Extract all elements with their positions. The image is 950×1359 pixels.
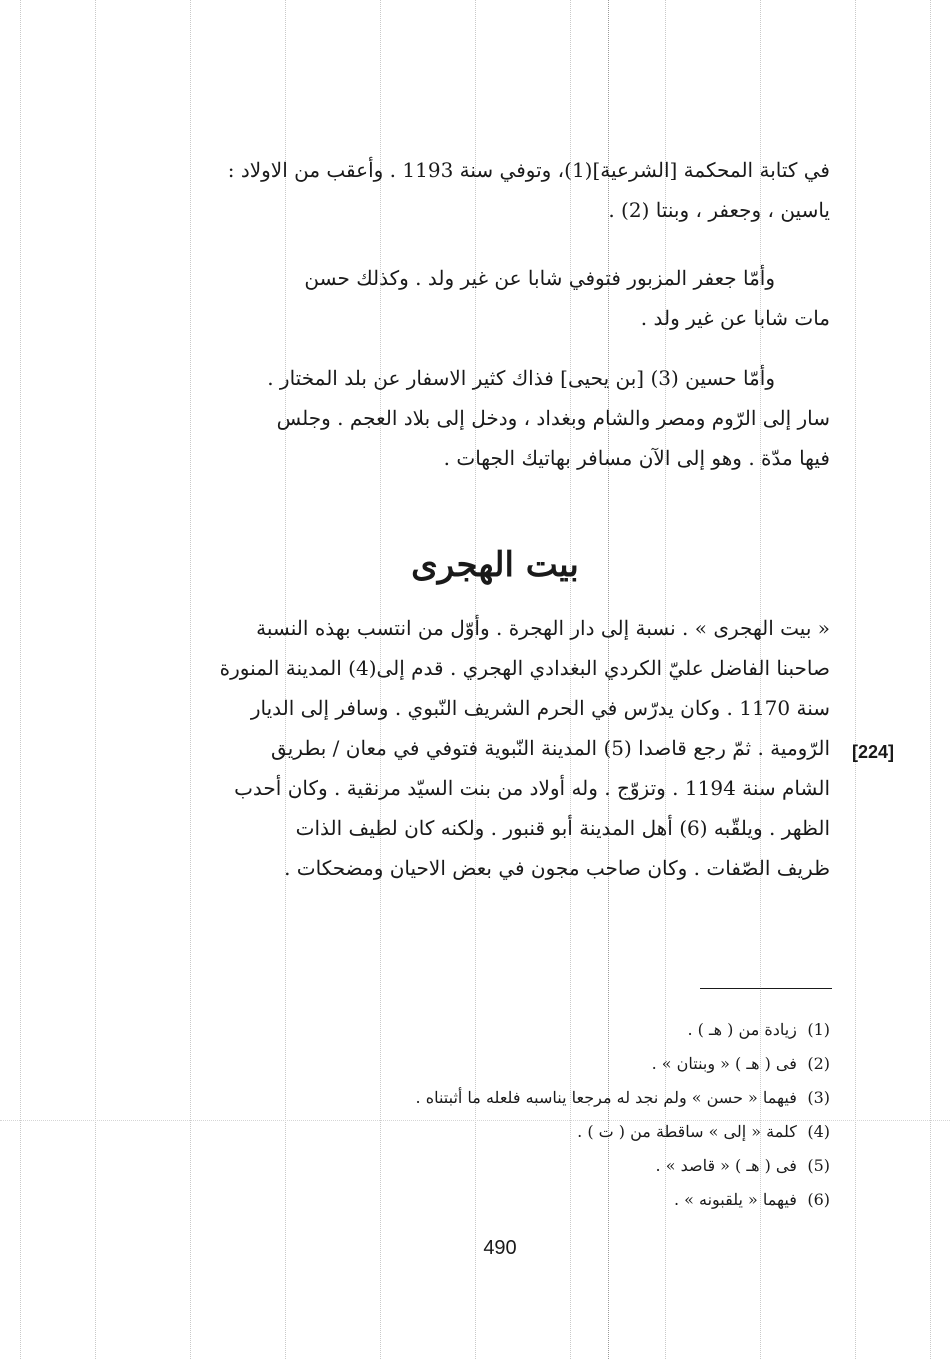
section-heading: بيت الهجرى bbox=[411, 545, 579, 585]
text-line: فيها مدّة . وهو إلى الآن مسافر بهاتيك الجهات . bbox=[443, 446, 830, 470]
footnote-text: فيهما « حسن » ولم نجد له مرجعا يناسبه فلعله ما أثبتناه . bbox=[415, 1088, 797, 1107]
footnote-text: زيادة من ( هـ ) . bbox=[687, 1020, 797, 1039]
footnote bbox=[200, 1115, 830, 1149]
footnote-separator bbox=[700, 988, 832, 989]
footnote-number: (2) bbox=[807, 1054, 830, 1073]
guide-line bbox=[855, 0, 856, 1359]
footnote-number: (4) bbox=[807, 1122, 830, 1141]
text-line: سنة 1170 . وكان يدرّس في الحرم الشريف النّبوي . وسافر إلى الديار bbox=[250, 696, 830, 720]
text-line: الشام سنة 1194 . وتزوّج . وله أولاد من بنت السيّد مرنقية . وكان أحدب bbox=[234, 776, 830, 800]
text-line: وأمّا جعفر المزبور فتوفي شابا عن غير ولد . وكذلك حسن bbox=[304, 266, 775, 290]
text-line: « بيت الهجرى » . نسبة إلى دار الهجرة . وأوّل من انتسب بهذه النسبة bbox=[256, 616, 830, 640]
text-line: ظريف الصّفات . وكان صاحب مجون في بعض الاحيان ومضحكات . bbox=[284, 856, 830, 880]
guide-line bbox=[95, 0, 96, 1359]
footnote bbox=[200, 1081, 830, 1115]
text-line: الرّومية . ثمّ رجع قاصدا (5) المدينة النّبوية فتوفي في معان / بطريق bbox=[271, 736, 830, 760]
margin-page-reference: [224] bbox=[852, 742, 895, 762]
footnote-text: فى ( هـ ) « قاصد » . bbox=[655, 1156, 797, 1175]
footnote-number: (6) bbox=[807, 1190, 830, 1209]
guide-line bbox=[930, 0, 931, 1359]
text-line: الظهر . ويلقّبه (6) أهل المدينة أبو قنبور . ولكنه كان لطيف الذات bbox=[295, 816, 830, 840]
footnote bbox=[200, 1047, 830, 1081]
page-number: 490 bbox=[483, 1237, 517, 1259]
paragraph-4 bbox=[160, 608, 830, 888]
text-line: وأمّا حسين (3) [بن يحيى] فذاك كثير الاسفار عن بلد المختار . bbox=[267, 366, 775, 390]
footnotes bbox=[200, 1013, 830, 1217]
text-line: مات شابا عن غير ولد . bbox=[640, 306, 830, 330]
footnote bbox=[200, 1013, 830, 1047]
paragraph-1 bbox=[160, 150, 830, 230]
guide-line bbox=[20, 0, 21, 1359]
text-line: في كتابة المحكمة [الشرعية](1)، وتوفي سنة 1193 . وأعقب من الاولاد : bbox=[227, 158, 830, 182]
footnote-text: فى ( هـ ) « وبنتان » . bbox=[651, 1054, 797, 1073]
footnote-text: فيهما « يلقبونه » . bbox=[673, 1190, 797, 1209]
text-line: سار إلى الرّوم ومصر والشام وبغداد ، ودخل إلى بلاد العجم . وجلس bbox=[276, 406, 830, 430]
paragraph-2 bbox=[160, 258, 830, 338]
footnote-number: (5) bbox=[807, 1156, 830, 1175]
footnote bbox=[200, 1183, 830, 1217]
footnote bbox=[200, 1149, 830, 1183]
text-line: ياسين ، وجعفر ، وبنتا (2) . bbox=[608, 198, 830, 222]
footnote-number: (1) bbox=[807, 1020, 830, 1039]
footnote-number: (3) bbox=[807, 1088, 830, 1107]
footnote-text: كلمة « إلى » ساقطة من ( ت ) . bbox=[577, 1122, 797, 1141]
text-line: صاحبنا الفاضل عليّ الكردي البغدادي الهجري . قدم إلى(4) المدينة المنورة bbox=[219, 656, 830, 680]
paragraph-3 bbox=[160, 358, 830, 478]
